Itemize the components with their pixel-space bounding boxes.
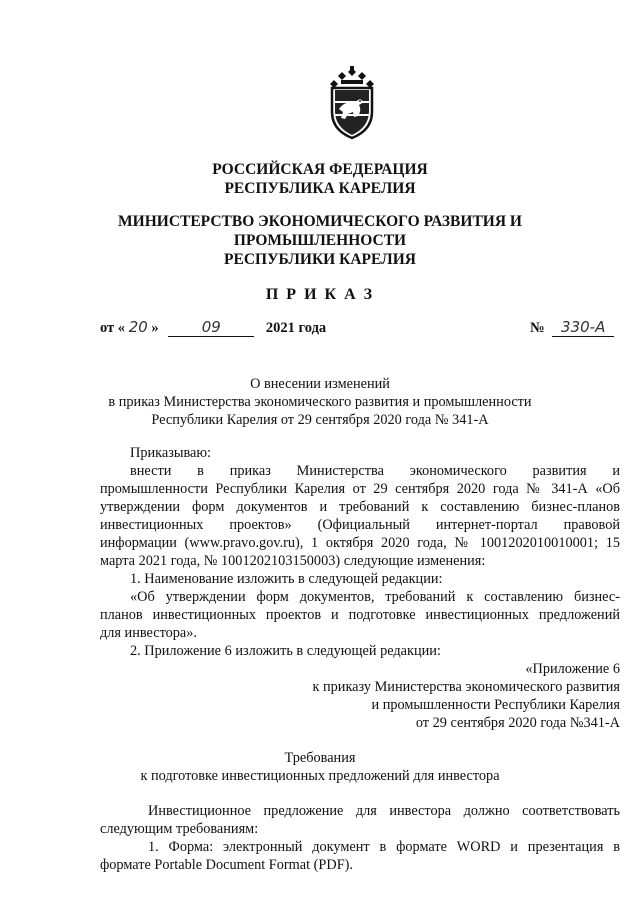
karelia-coat-of-arms-icon	[326, 66, 378, 140]
subject-line-3: Республики Карелия от 29 сентября 2020 года № 341-А	[151, 412, 489, 428]
date-month: 09	[168, 318, 254, 337]
appendix-line-3: и промышленности Республики Карелия	[371, 697, 620, 713]
body-p1-line-2: промышленности Республики Карелия от 29 сентября 2020 года № 341-А «Об	[100, 481, 620, 497]
body-p1-line-1: внести в приказ Министерства экономического развития и	[130, 463, 620, 479]
intro-line-2: следующим требованиям:	[100, 821, 259, 837]
requirements-subtitle: к подготовке инвестиционных предложений для инвестора	[140, 768, 500, 784]
item-2: 2. Приложение 6 изложить в следующей редакции:	[130, 643, 441, 659]
date-day: 20	[128, 318, 148, 336]
body-p1-line-5: информации (www.pravo.gov.ru), 1 октября 2020 года, № 1001202010010001; 15	[100, 535, 620, 551]
subject-line-2: в приказ Министерства экономического развития и промышленности	[108, 394, 532, 410]
intro-line-1: Инвестиционное предложение для инвестора должно соответствовать	[148, 803, 620, 819]
date-line	[100, 318, 326, 337]
order-number	[530, 318, 614, 337]
appendix-line-2: к приказу Министерства экономического развития	[312, 679, 620, 695]
quote-line-1: «Об утверждении форм документов, требований к составлению бизнес-	[130, 589, 620, 605]
header-republic: РЕСПУБЛИКА КАРЕЛИЯ	[224, 180, 416, 197]
body-p1-line-4: инвестиционных проектов» (Официальный интернет-портал правовой	[100, 517, 620, 533]
date-mid: »	[151, 320, 159, 336]
ministry-line-2: ПРОМЫШЛЕННОСТИ	[233, 232, 407, 249]
ministry-line-3: РЕСПУБЛИКИ КАРЕЛИЯ	[224, 251, 416, 268]
date-prefix: от «	[100, 320, 126, 336]
appendix-line-1: «Приложение 6	[525, 661, 620, 677]
appendix-line-4: от 29 сентября 2020 года №341-А	[415, 715, 620, 731]
ministry-line-1: МИНИСТЕРСТВО ЭКОНОМИЧЕСКОГО РАЗВИТИЯ И	[118, 213, 522, 230]
form-line-1: 1. Форма: электронный документ в формате WORD и презентация в	[148, 839, 620, 855]
number-value: 330-А	[552, 318, 614, 337]
body-p1-line-6: марта 2021 года, № 1001202103150003) следующие изменения:	[100, 553, 486, 569]
body-p1-line-3: утверждении форм документов и требований к составлению бизнес-планов	[100, 499, 620, 515]
number-label: №	[530, 320, 545, 336]
subject-line-1: О внесении изменений	[250, 376, 390, 392]
form-line-2: формате Portable Document Format (PDF).	[100, 857, 353, 873]
quote-line-3: для инвестора».	[100, 625, 197, 641]
quote-line-2: планов инвестиционных проектов и подготовке инвестиционных предложений	[100, 607, 620, 623]
header-country: РОССИЙСКАЯ ФЕДЕРАЦИЯ	[212, 161, 428, 178]
date-year: 2021 года	[265, 320, 327, 336]
item-1: 1. Наименование изложить в следующей редакции:	[130, 571, 443, 587]
document-type: П Р И К А З	[265, 286, 375, 303]
requirements-title: Требования	[284, 750, 356, 766]
order-word: Приказываю:	[130, 445, 212, 461]
